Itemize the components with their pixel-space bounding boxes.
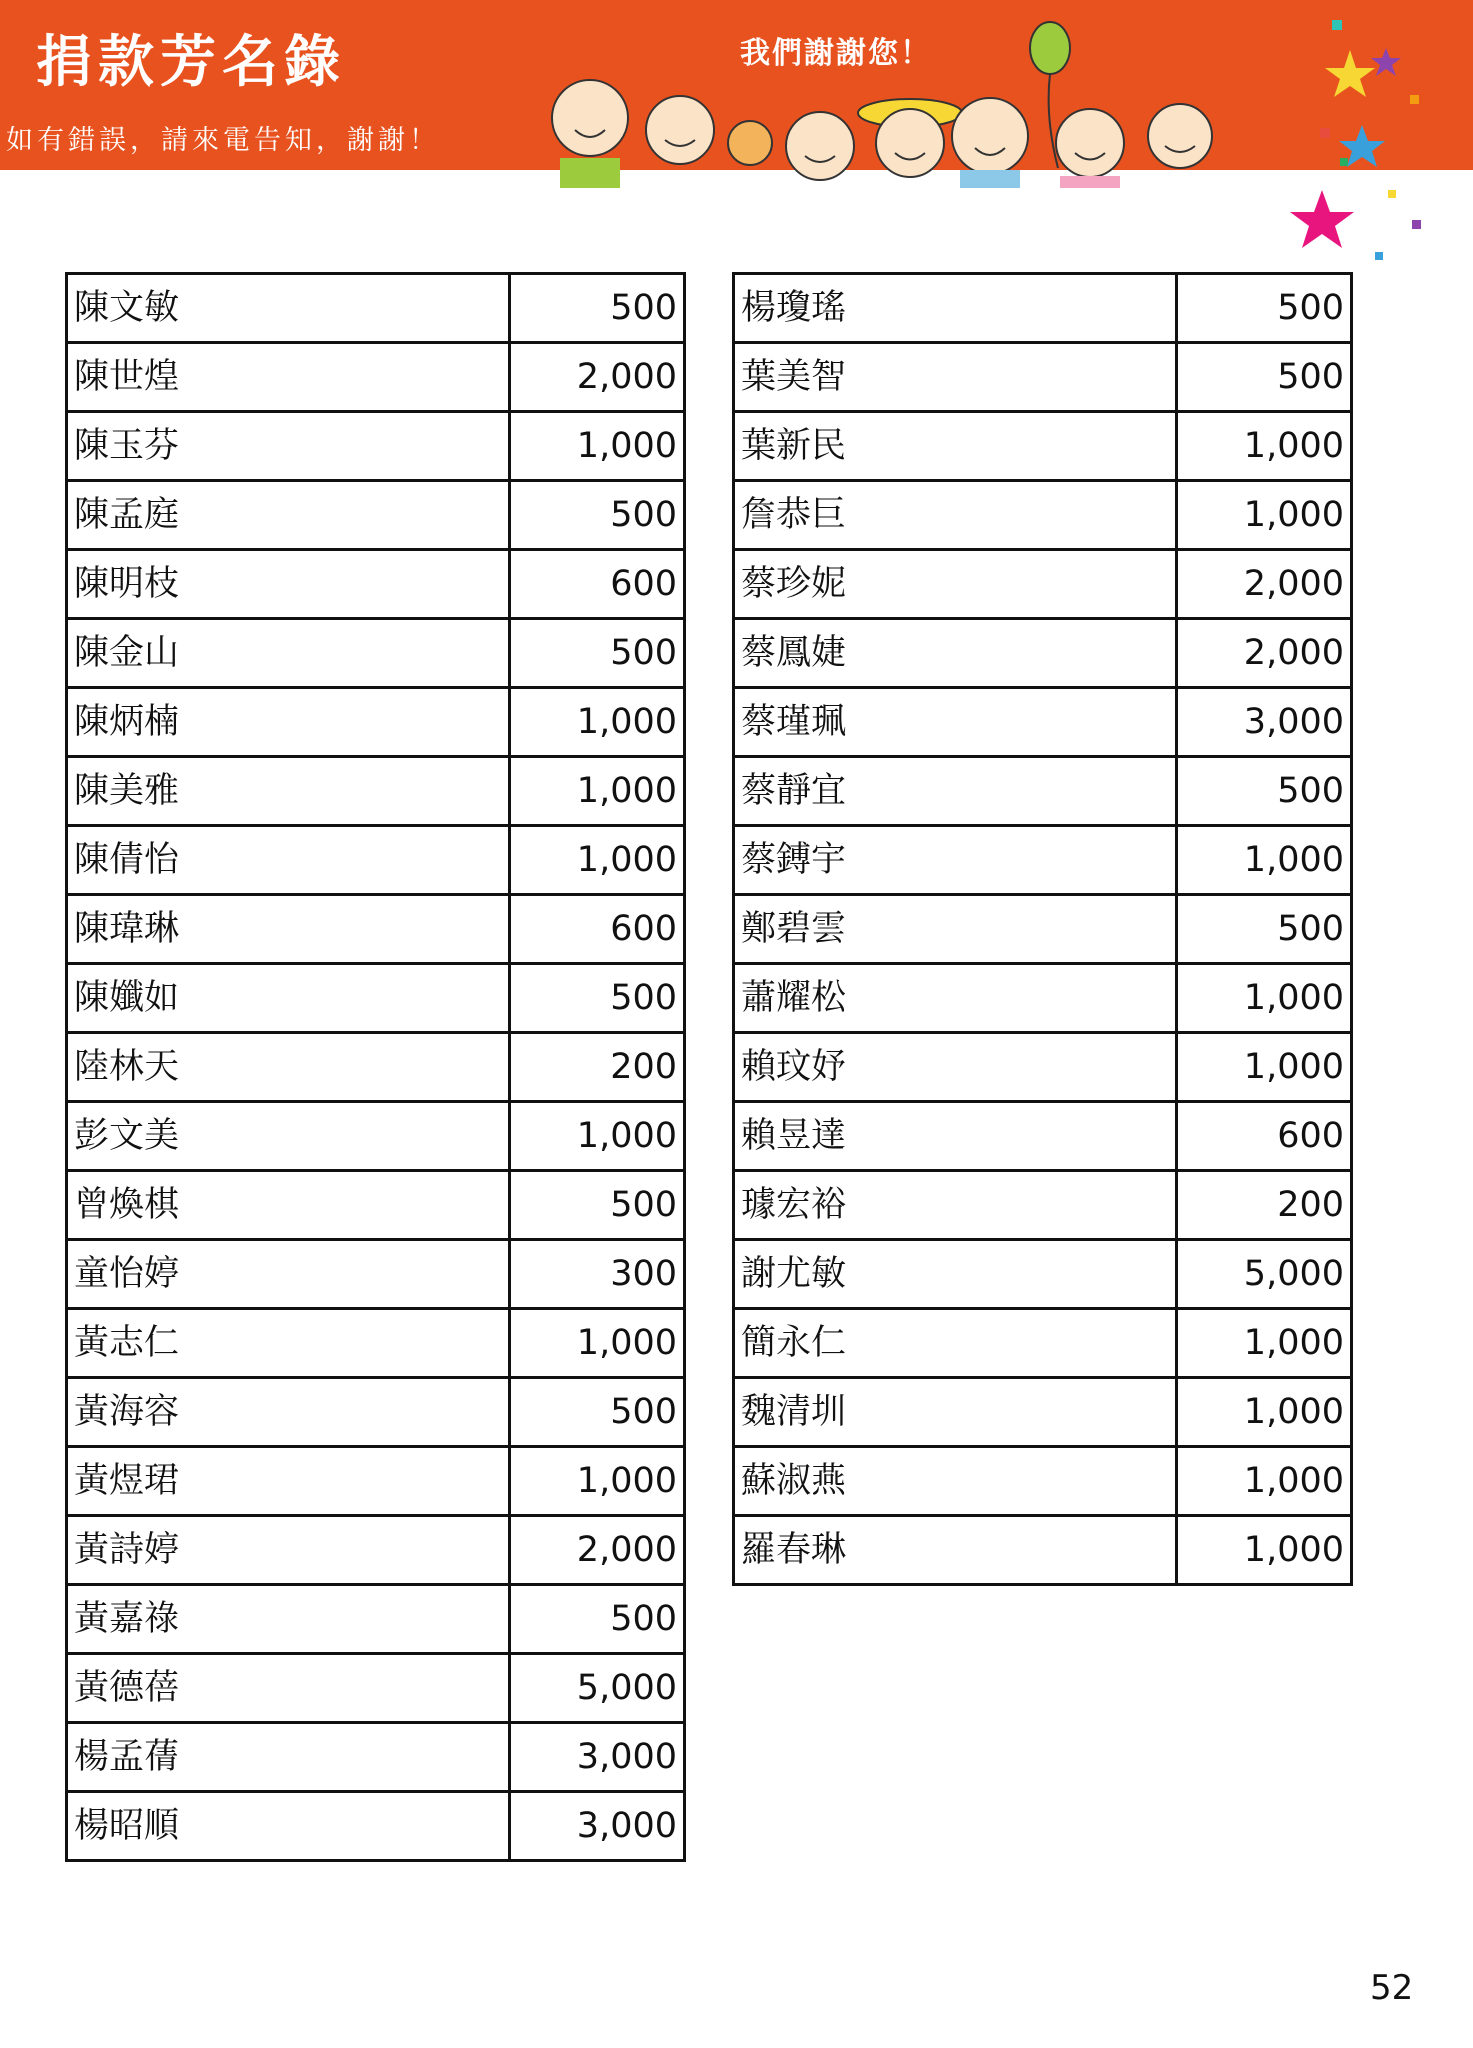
donor-name: 簡永仁 [734,1309,1177,1378]
donation-amount: 500 [510,964,685,1033]
donation-amount: 500 [510,1585,685,1654]
donation-amount: 1,000 [1177,1378,1352,1447]
donor-name: 詹恭巨 [734,481,1177,550]
table-row [734,688,1352,757]
donor-name: 楊昭順 [67,1792,510,1861]
donation-amount: 2,000 [1177,550,1352,619]
donation-amount: 1,000 [1177,826,1352,895]
donor-name: 蕭耀松 [734,964,1177,1033]
page-title: 捐款芳名錄 [36,29,346,95]
donation-amount: 1,000 [1177,412,1352,481]
donor-name: 葉美智 [734,343,1177,412]
donation-amount: 3,000 [510,1723,685,1792]
donation-amount: 1,000 [1177,1033,1352,1102]
donation-amount: 500 [510,1378,685,1447]
table-row [67,619,685,688]
donor-table-left [65,272,686,1862]
donor-name: 蔡珍妮 [734,550,1177,619]
table-row [734,343,1352,412]
donation-amount: 2,000 [510,1516,685,1585]
donor-name: 鄭碧雲 [734,895,1177,964]
donor-name: 黃詩婷 [67,1516,510,1585]
table-row [67,1378,685,1447]
table-row [67,412,685,481]
donor-name: 葉新民 [734,412,1177,481]
donation-amount: 1,000 [510,757,685,826]
thanks-text: 我們謝謝您！ [740,36,932,71]
donor-name: 黃志仁 [67,1309,510,1378]
donor-name: 陳倩怡 [67,826,510,895]
table-row [67,826,685,895]
donor-name: 賴昱達 [734,1102,1177,1171]
donor-name: 陳金山 [67,619,510,688]
table-row [734,964,1352,1033]
donation-amount: 500 [1177,757,1352,826]
donor-name: 陳瑋琳 [67,895,510,964]
table-row [67,1792,685,1861]
donation-amount: 500 [510,1171,685,1240]
donor-name: 黃德蓓 [67,1654,510,1723]
donor-name: 陸林天 [67,1033,510,1102]
donor-name: 陳炳楠 [67,688,510,757]
donation-amount: 1,000 [1177,1447,1352,1516]
table-row [67,1240,685,1309]
donation-amount: 1,000 [510,1447,685,1516]
donor-name: 楊孟蒨 [67,1723,510,1792]
table-row [67,1447,685,1516]
table-row [67,964,685,1033]
donor-name: 羅春琳 [734,1516,1177,1585]
table-row [734,1309,1352,1378]
donation-amount: 5,000 [1177,1240,1352,1309]
donor-name: 彭文美 [67,1102,510,1171]
donor-name: 黃煜珺 [67,1447,510,1516]
table-row [67,1516,685,1585]
stars-decoration [1280,10,1473,270]
donor-name: 童怡婷 [67,1240,510,1309]
donation-amount: 600 [510,550,685,619]
donor-name: 蘇淑燕 [734,1447,1177,1516]
donor-name: 賴玟妤 [734,1033,1177,1102]
donor-name: 陳世煌 [67,343,510,412]
donation-amount: 1,000 [510,412,685,481]
table-row [734,1516,1352,1585]
table-row [734,1240,1352,1309]
donation-amount: 600 [510,895,685,964]
donation-amount: 1,000 [510,1102,685,1171]
donation-amount: 1,000 [1177,481,1352,550]
table-row [734,1447,1352,1516]
donation-amount: 200 [1177,1171,1352,1240]
table-row [67,757,685,826]
donor-name: 謝尤敏 [734,1240,1177,1309]
donation-amount: 2,000 [510,343,685,412]
table-row [734,1171,1352,1240]
donor-name: 陳孟庭 [67,481,510,550]
donor-name: 曾煥棋 [67,1171,510,1240]
table-row [734,1378,1352,1447]
table-row [67,550,685,619]
donation-amount: 1,000 [1177,964,1352,1033]
donor-name: 陳孅如 [67,964,510,1033]
table-row [734,1102,1352,1171]
donation-amount: 500 [1177,343,1352,412]
donor-name: 陳玉芬 [67,412,510,481]
donation-amount: 500 [1177,895,1352,964]
table-row [67,1033,685,1102]
table-row [734,481,1352,550]
table-row [67,1171,685,1240]
table-row [734,826,1352,895]
table-row [67,1102,685,1171]
table-row [734,895,1352,964]
donor-name: 蔡鳳婕 [734,619,1177,688]
donor-name: 楊瓊瑤 [734,274,1177,343]
donation-amount: 1,000 [1177,1309,1352,1378]
donor-table-right [732,272,1353,1586]
table-row [67,274,685,343]
donor-name: 蔡鎛宇 [734,826,1177,895]
table-row [67,1723,685,1792]
donation-amount: 500 [510,274,685,343]
donation-amount: 500 [510,619,685,688]
table-row [67,1585,685,1654]
table-row [67,343,685,412]
donation-amount: 2,000 [1177,619,1352,688]
table-row [734,1033,1352,1102]
donation-amount: 1,000 [510,1309,685,1378]
donation-amount: 1,000 [510,826,685,895]
donor-name: 陳明枝 [67,550,510,619]
page-number: 52 [1370,1968,1414,2008]
table-row [67,688,685,757]
donation-amount: 3,000 [510,1792,685,1861]
donor-name: 璩宏裕 [734,1171,1177,1240]
table-row [67,1654,685,1723]
table-row [67,481,685,550]
donation-amount: 500 [1177,274,1352,343]
donation-amount: 5,000 [510,1654,685,1723]
donation-amount: 600 [1177,1102,1352,1171]
page-subtitle: 如有錯誤，請來電告知，謝謝！ [6,125,440,156]
table-row [67,895,685,964]
donation-amount: 1,000 [510,688,685,757]
donor-name: 黃嘉祿 [67,1585,510,1654]
donor-name: 魏清圳 [734,1378,1177,1447]
donation-amount: 3,000 [1177,688,1352,757]
donor-name: 蔡瑾珮 [734,688,1177,757]
donation-amount: 1,000 [1177,1516,1352,1585]
table-row [734,757,1352,826]
children-illustration [490,18,1270,188]
table-row [734,619,1352,688]
donation-amount: 200 [510,1033,685,1102]
donor-name: 陳文敏 [67,274,510,343]
donor-name: 黃海容 [67,1378,510,1447]
donation-amount: 300 [510,1240,685,1309]
table-row [734,550,1352,619]
donor-name: 陳美雅 [67,757,510,826]
donation-amount: 500 [510,481,685,550]
table-row [67,1309,685,1378]
table-row [734,412,1352,481]
donor-name: 蔡靜宜 [734,757,1177,826]
table-row [734,274,1352,343]
